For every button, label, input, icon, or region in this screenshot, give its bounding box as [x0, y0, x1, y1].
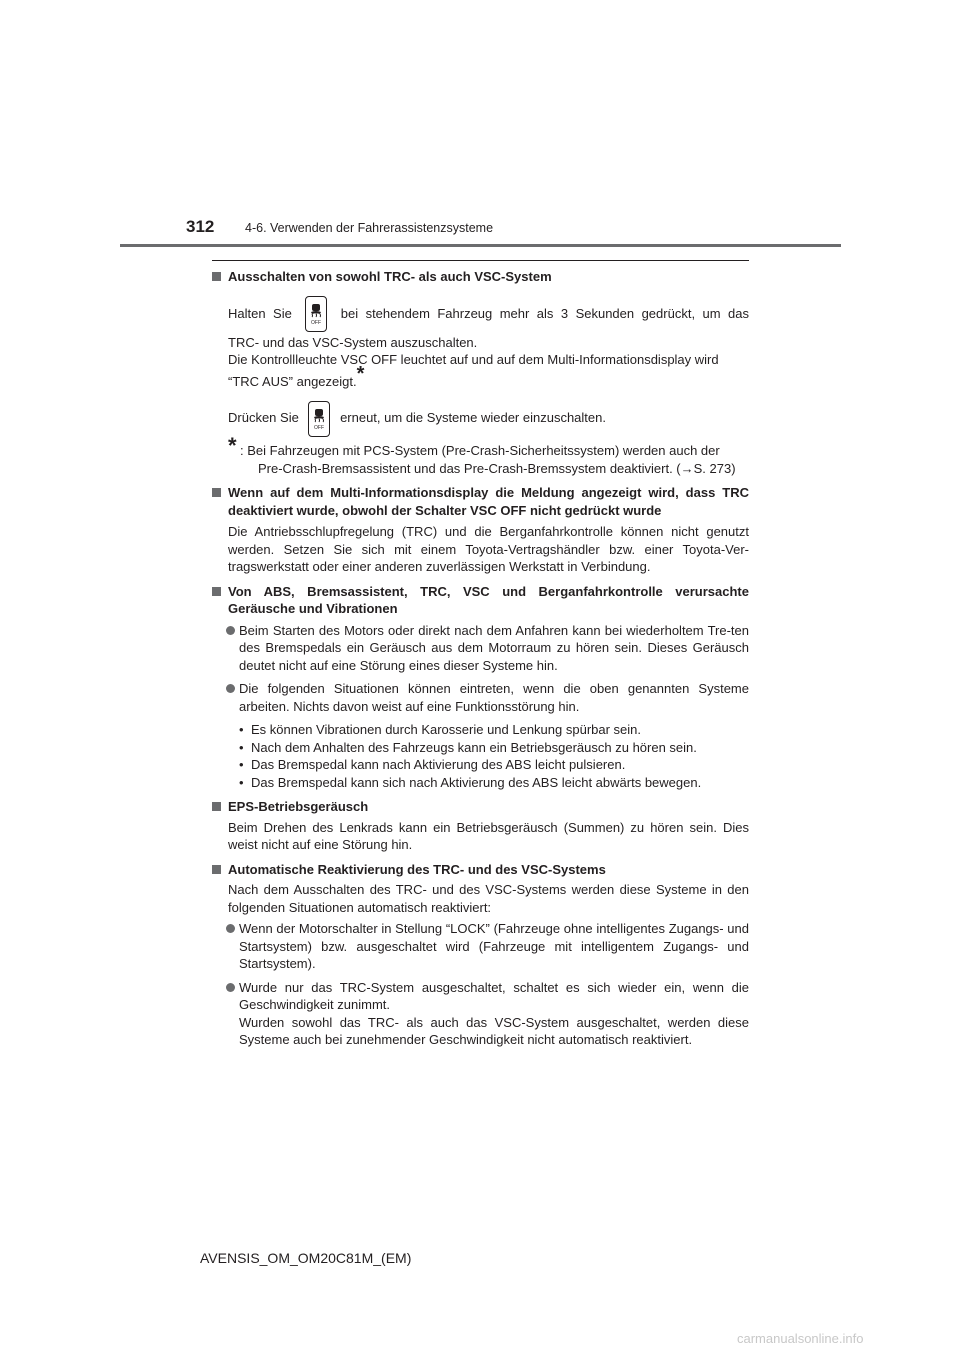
page-content [212, 268, 749, 1056]
asterisk-mark: * [356, 363, 365, 386]
section-heading [212, 583, 749, 618]
text-span: erneut, um die Systeme wieder einzuschalten. [340, 410, 606, 425]
text-span: : Bei Fahrzeugen mit PCS-System (Pre-Crash-Sicherheitssystem) werden auch der [240, 443, 720, 458]
footnote-line [228, 433, 749, 460]
round-bullet-icon [226, 983, 235, 992]
asterisk-mark: * [228, 433, 237, 458]
section-heading [212, 484, 749, 519]
section-noises-vibrations [212, 583, 749, 792]
bullet-text: Die folgenden Situationen können eintreten, wenn die oben genannten Systeme arbeiten. Nichts davon weist auf eine Funktionsstörung hin. [239, 681, 749, 714]
paragraph [228, 363, 749, 391]
heading-text: Automatische Reaktivierung des TRC- und des VSC-Systems [228, 861, 606, 877]
sub-list-item: • Das Bremspedal kann nach Aktivierung des ABS leicht pulsieren. [239, 756, 749, 774]
heading-text: Wenn auf dem Multi-Informationsdisplay die Meldung angezeigt wird, dass TRC deaktiviert wurde, obwohl der Schalter VSC OFF nicht gedrückt wurde [228, 485, 749, 518]
sub-list-item: • Das Bremspedal kann sich nach Aktivierung des ABS leicht abwärts bewegen. [239, 774, 749, 792]
bullet-text: Wenn der Motorschalter in Stellung “LOCK” (Fahrzeuge ohne intelligentes Zugangs- und Startsystem) bzw. ausgeschaltet wird (Fahrzeuge mit intelligentem Zugangs- und Startsystem). [239, 921, 749, 971]
section-heading [212, 798, 749, 816]
vsc-off-switch-icon [308, 401, 330, 437]
text-span: “TRC AUS” angezeigt. [228, 373, 357, 389]
square-bullet-icon [212, 272, 221, 281]
paragraph: TRC- und das VSC-System auszuschalten. [228, 334, 478, 350]
heading-text: EPS-Betriebsgeräusch [228, 799, 369, 814]
list-item [212, 622, 749, 675]
header-rule [120, 244, 841, 247]
list-item [212, 680, 749, 715]
paragraph: Nach dem Ausschalten des TRC- und des VSC-Systems werden diese Systeme in den folgenden Situationen automatisch reaktiviert: [228, 882, 749, 915]
sub-list-item: • Es können Vibrationen durch Karosserie und Lenkung spürbar sein. [239, 721, 749, 739]
section-title: 4-6. Verwenden der Fahrerassistenzsysteme [245, 221, 494, 235]
section-heading [212, 861, 749, 879]
round-bullet-icon [226, 626, 235, 635]
square-bullet-icon [212, 488, 221, 497]
section-trc-vsc-off [212, 268, 749, 477]
square-bullet-icon [212, 802, 221, 811]
sub-list-item: • Nach dem Anhalten des Fahrzeugs kann ein Betriebsgeräusch zu hören sein. [239, 739, 749, 757]
svg-text:OFF: OFF [311, 320, 322, 327]
heading-text: Ausschalten von sowohl TRC- als auch VSC-System [228, 269, 552, 284]
paragraph: Die Kontrollleuchte VSC OFF leuchtet auf und auf dem Multi-Informationsdisplay wird [228, 352, 719, 367]
section-auto-reactivation [212, 861, 749, 1049]
square-bullet-icon [212, 865, 221, 874]
text-span: bei stehendem Fahrzeug mehr als 3 Sekunden gedrückt, um das [340, 305, 749, 321]
section-body [228, 523, 749, 576]
round-bullet-icon [226, 684, 235, 693]
svg-text:OFF: OFF [314, 424, 325, 431]
content-top-rule [212, 260, 749, 261]
sub-list [239, 721, 749, 791]
paragraph [228, 294, 749, 334]
section-body [228, 819, 749, 854]
section-eps-noise [212, 798, 749, 854]
section-heading [212, 268, 749, 286]
bullet-text: Wurde nur das TRC-System ausgeschaltet, schaltet es sich wieder ein, wenn die Geschwindigkeit zunimmt. [239, 979, 749, 1012]
round-bullet-icon [226, 924, 235, 933]
page-number: 312 [186, 217, 215, 236]
bullet-text: Beim Starten des Motors oder direkt nach dem Anfahren kann bei wiederholtem Tre-ten des Bremspedals ein Geräusch aus dem Motorraum zu hören sein. Dieses Geräusch deutet nicht auf eine Störung eines dieser Systeme hin. [239, 622, 749, 673]
footnote-line: Pre-Crash-Bremsassistent und das Pre-Crash-Bremssystem deaktiviert. (→S. 273) [258, 460, 736, 476]
watermark: carmanualsonline.info [737, 1331, 864, 1346]
bullet-text: Wurden sowohl das TRC- als auch das VSC-System ausgeschaltet, werden diese Systeme auch bei zunehmender Geschwindigkeit nicht automatisch reaktiviert. [239, 1014, 749, 1047]
footnote [228, 433, 749, 477]
section-body [228, 294, 749, 439]
paragraph: Beim Drehen des Lenkrads kann ein Betriebsgeräusch (Summen) zu hören sein. Dies weist nicht auf eine Störung hin. [228, 819, 749, 852]
section-trc-disabled-message [212, 484, 749, 576]
document-code: AVENSIS_OM_OM20C81M_(EM) [200, 1250, 412, 1266]
text-span: Halten Sie [228, 305, 292, 321]
list-item [212, 979, 749, 1049]
list-item [212, 920, 749, 973]
section-body [228, 881, 749, 916]
text-span: Drücken Sie [228, 410, 299, 425]
vsc-off-switch-icon [305, 296, 327, 332]
heading-text: Von ABS, Bremsassistent, TRC, VSC und Berganfahrkontrolle verursachte Geräusche und Vibrationen [228, 583, 749, 616]
paragraph: Die Antriebsschlupfregelung (TRC) und die Berganfahrkontrolle können nicht genutzt werden. Setzen Sie sich mit einem Toyota-Vertragshändler bzw. einer Toyota-Ver-tragswerkstatt oder einer anderen zuverlässigen Werkstatt in Verbindung. [228, 524, 749, 574]
paragraph [228, 398, 749, 438]
square-bullet-icon [212, 587, 221, 596]
